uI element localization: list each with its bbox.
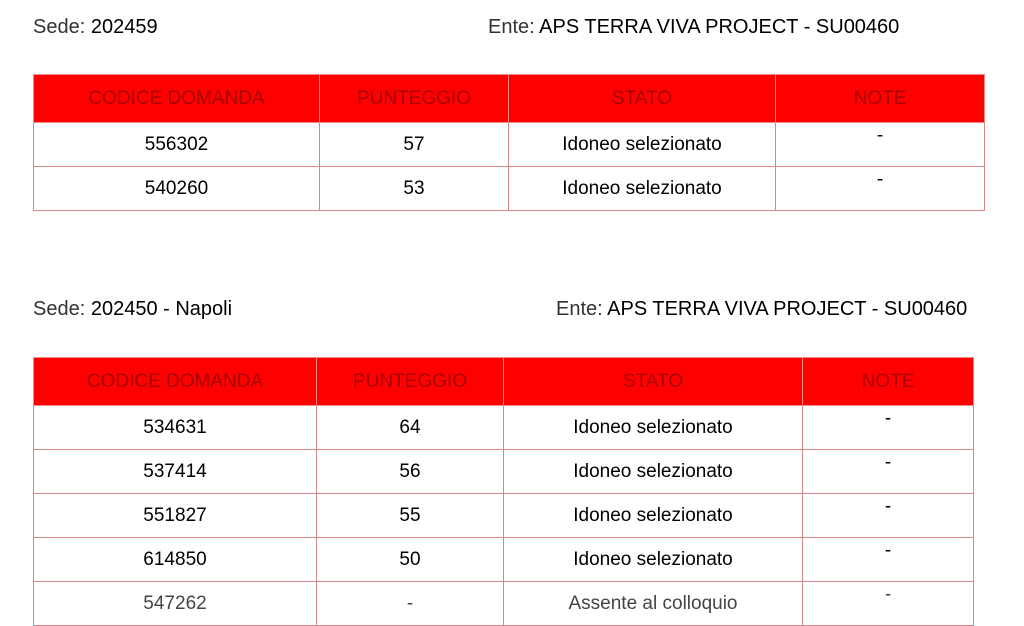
results-table-2 <box>33 357 974 626</box>
cell-punteggio: 50 <box>317 538 504 582</box>
sede-header-1 <box>33 16 158 39</box>
cell-punteggio: - <box>317 582 504 626</box>
column-header-stato: STATO <box>509 75 776 123</box>
table-header-row <box>34 75 985 123</box>
cell-note: - <box>803 450 974 494</box>
cell-codice: 547262 <box>34 582 317 626</box>
cell-codice: 534631 <box>34 406 317 450</box>
sede-label: Sede: <box>33 298 91 320</box>
table-row <box>34 123 985 167</box>
table-row <box>34 538 974 582</box>
cell-note: - <box>776 167 985 211</box>
ente-label: Ente: <box>488 16 540 38</box>
table-row <box>34 494 974 538</box>
cell-stato: Assente al colloquio <box>504 582 803 626</box>
cell-stato: Idoneo selezionato <box>504 538 803 582</box>
cell-codice: 556302 <box>34 123 320 167</box>
cell-stato: Idoneo selezionato <box>509 123 776 167</box>
table-row <box>34 167 985 211</box>
cell-punteggio: 53 <box>320 167 509 211</box>
sede-label: Sede: <box>33 16 91 38</box>
cell-codice: 540260 <box>34 167 320 211</box>
cell-punteggio: 64 <box>317 406 504 450</box>
cell-punteggio: 56 <box>317 450 504 494</box>
cell-note: - <box>803 538 974 582</box>
cell-stato: Idoneo selezionato <box>504 494 803 538</box>
column-header-stato: STATO <box>504 358 803 406</box>
ente-value: APS TERRA VIVA PROJECT - SU00460 <box>539 16 900 38</box>
column-header-codice: CODICE DOMANDA <box>34 75 320 123</box>
cell-codice: 537414 <box>34 450 317 494</box>
cell-punteggio: 57 <box>320 123 509 167</box>
column-header-punteggio: PUNTEGGIO <box>320 75 509 123</box>
cell-stato: Idoneo selezionato <box>504 450 803 494</box>
cell-punteggio: 55 <box>317 494 504 538</box>
cell-note: - <box>803 494 974 538</box>
ente-header-1 <box>488 16 899 39</box>
column-header-note: NOTE <box>776 75 985 123</box>
cell-stato: Idoneo selezionato <box>509 167 776 211</box>
sede-value: 202450 - Napoli <box>90 298 233 320</box>
results-table-1 <box>33 74 985 211</box>
table-row <box>34 406 974 450</box>
ente-header-2 <box>556 298 967 321</box>
sede-header-2 <box>33 298 232 321</box>
cell-note: - <box>776 123 985 167</box>
cell-note: - <box>803 406 974 450</box>
sede-value: 202459 <box>90 16 158 38</box>
table-row <box>34 450 974 494</box>
column-header-punteggio: PUNTEGGIO <box>317 358 504 406</box>
cell-note: - <box>803 582 974 626</box>
cell-codice: 551827 <box>34 494 317 538</box>
cell-codice: 614850 <box>34 538 317 582</box>
column-header-note: NOTE <box>803 358 974 406</box>
ente-value: APS TERRA VIVA PROJECT - SU00460 <box>607 298 968 320</box>
cell-stato: Idoneo selezionato <box>504 406 803 450</box>
table-header-row <box>34 358 974 406</box>
ente-label: Ente: <box>556 298 608 320</box>
column-header-codice: CODICE DOMANDA <box>34 358 317 406</box>
